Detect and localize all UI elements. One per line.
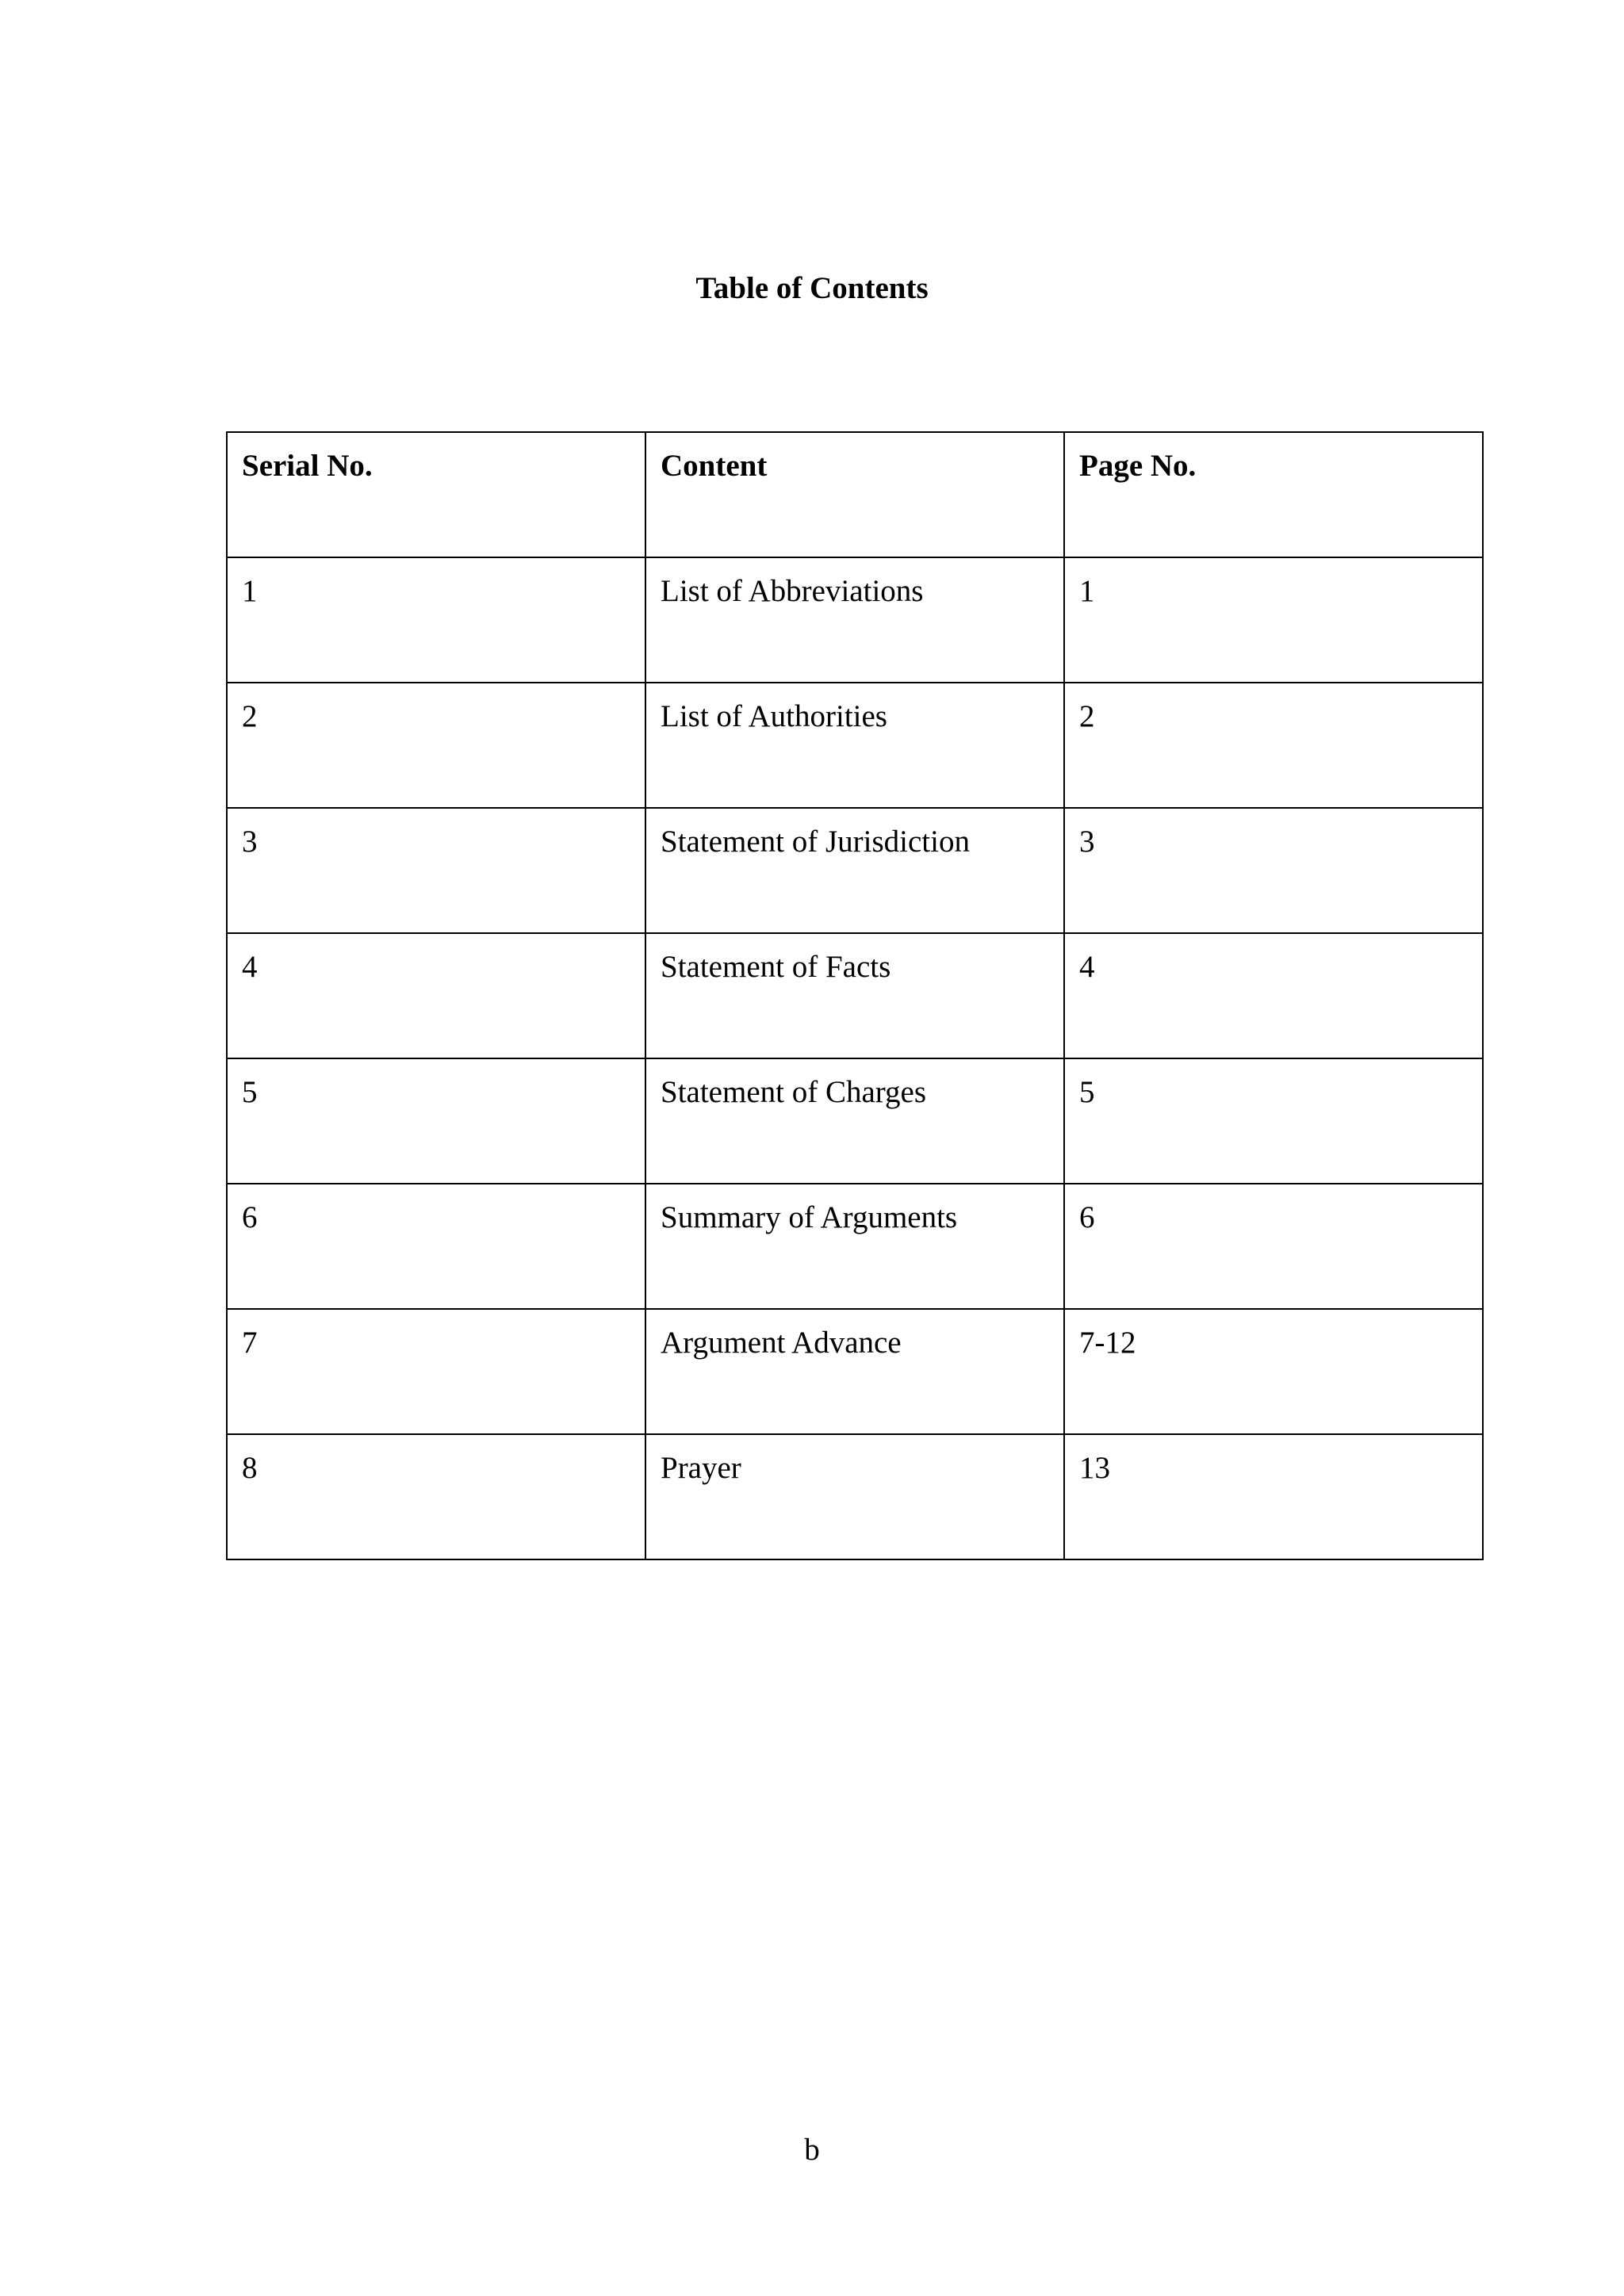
cell-content: Summary of Arguments	[645, 1184, 1064, 1309]
cell-serial: 6	[227, 1184, 645, 1309]
cell-page: 4	[1064, 933, 1483, 1058]
cell-serial: 3	[227, 808, 645, 933]
cell-page: 1	[1064, 557, 1483, 683]
table-row	[227, 557, 1483, 683]
cell-page: 5	[1064, 1058, 1483, 1184]
cell-page: 13	[1064, 1434, 1483, 1559]
cell-content: Prayer	[645, 1434, 1064, 1559]
table-row	[227, 1434, 1483, 1559]
table-row	[227, 1184, 1483, 1309]
cell-content: Statement of Jurisdiction	[645, 808, 1064, 933]
cell-page: 7-12	[1064, 1309, 1483, 1434]
header-serial-no: Serial No.	[227, 432, 645, 557]
cell-page: 6	[1064, 1184, 1483, 1309]
table-row	[227, 1309, 1483, 1434]
table-of-contents	[226, 431, 1484, 1560]
cell-serial: 1	[227, 557, 645, 683]
table-header-row	[227, 432, 1483, 557]
cell-serial: 4	[227, 933, 645, 1058]
cell-serial: 7	[227, 1309, 645, 1434]
cell-content: Argument Advance	[645, 1309, 1064, 1434]
page-title: Table of Contents	[695, 271, 929, 305]
cell-page: 3	[1064, 808, 1483, 933]
table-row	[227, 808, 1483, 933]
header-content: Content	[645, 432, 1064, 557]
cell-content: Statement of Facts	[645, 933, 1064, 1058]
cell-serial: 8	[227, 1434, 645, 1559]
page-number-footer: b	[804, 2133, 820, 2167]
cell-serial: 5	[227, 1058, 645, 1184]
table-row	[227, 1058, 1483, 1184]
cell-content: Statement of Charges	[645, 1058, 1064, 1184]
cell-content: List of Abbreviations	[645, 557, 1064, 683]
cell-page: 2	[1064, 683, 1483, 808]
cell-content: List of Authorities	[645, 683, 1064, 808]
cell-serial: 2	[227, 683, 645, 808]
table-row	[227, 933, 1483, 1058]
header-page-no: Page No.	[1064, 432, 1483, 557]
table-row	[227, 683, 1483, 808]
